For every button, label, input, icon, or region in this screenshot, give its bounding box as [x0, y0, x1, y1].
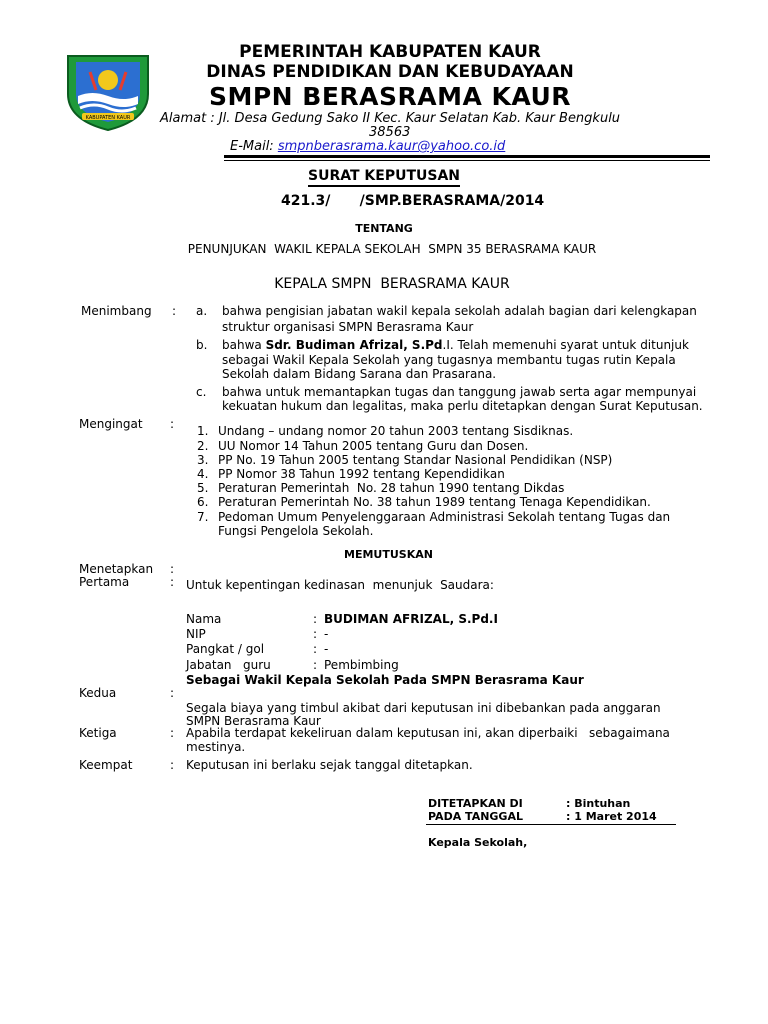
keempat-label: Keempat — [79, 758, 133, 772]
shield-emblem-icon — [64, 50, 152, 132]
list-item: Peraturan Pemerintah No. 38 tahun 1989 tentang Tenaga Kependidikan. — [218, 495, 651, 509]
list-number: 2. — [197, 439, 209, 453]
sign-date-value: : 1 Maret 2014 — [566, 810, 657, 823]
email-label: E-Mail: — [230, 139, 278, 154]
kedua-colon: : — [170, 686, 175, 700]
list-item-b-line1 — [222, 338, 689, 352]
field-value-name: BUDIMAN AFRIZAL, S.Pd.I — [324, 612, 498, 626]
menimbang-colon: : — [172, 304, 177, 318]
letterhead-rule-thin — [224, 160, 710, 161]
mengingat-colon: : — [170, 417, 175, 431]
ketiga-colon: : — [170, 726, 175, 740]
pertama-label: Pertama — [79, 575, 130, 589]
list-number: 1. — [197, 424, 209, 438]
field-sep: : — [313, 658, 318, 672]
kedua-label: Kedua — [79, 686, 117, 700]
field-label: Jabatan guru — [186, 658, 271, 672]
text-span: bahwa — [222, 338, 266, 352]
doc-authority: KEPALA SMPN BERASRAMA KAUR — [274, 276, 510, 292]
list-item-a-line1: bahwa pengisian jabatan wakil kepala sekolah adalah bagian dari kelengkapan — [222, 304, 697, 318]
kedua-text-line1: Segala biaya yang timbul akibat dari keputusan ini dibebankan pada anggaran — [186, 701, 661, 715]
gov-name: PEMERINTAH KABUPATEN KAUR — [239, 42, 541, 62]
ketiga-text-line2: mestinya. — [186, 740, 246, 754]
tentang-heading: TENTANG — [355, 222, 413, 235]
ketiga-label: Ketiga — [79, 726, 117, 740]
pertama-colon: : — [170, 575, 175, 589]
list-number: 5. — [197, 481, 209, 495]
list-item: Undang – undang nomor 20 tahun 2003 tentang Sisdiknas. — [218, 424, 574, 438]
signatory-title: Kepala Sekolah, — [428, 836, 528, 849]
field-sep: : — [313, 627, 318, 641]
pertama-text: Untuk kepentingan kedinasan menunjuk Saudara: — [186, 578, 494, 592]
list-marker: b. — [196, 338, 208, 352]
field-value: - — [324, 627, 329, 641]
list-item-c-line2: kekuatan hukum dan legalitas, maka perlu ditetapkan dengan Surat Keputusan. — [222, 399, 703, 413]
field-label: NIP — [186, 627, 206, 641]
doc-title-text: SURAT KEPUTUSAN — [308, 168, 460, 187]
list-item: PP Nomor 38 Tahun 1992 tentang Kependidikan — [218, 467, 505, 481]
list-item-a-line2: struktur organisasi SMPN Berasrama Kaur — [222, 320, 474, 334]
list-number: 6. — [197, 495, 209, 509]
letterhead-rule-thick — [224, 155, 710, 158]
dept-name: DINAS PENDIDIKAN DAN KEBUDAYAAN — [206, 62, 574, 82]
signature-rule — [426, 824, 676, 825]
text-span: .I. Telah memenuhi syarat untuk ditunjuk — [442, 338, 689, 352]
list-number: 7. — [197, 510, 209, 524]
sign-place-label: DITETAPKAN DI — [428, 797, 523, 810]
field-value: - — [324, 642, 329, 656]
list-number: 3. — [197, 453, 209, 467]
list-item: Peraturan Pemerintah No. 28 tahun 1990 tentang Dikdas — [218, 481, 565, 495]
list-item-c-line1: bahwa untuk memantapkan tugas dan tanggung jawab serta agar mempunyai — [222, 385, 697, 399]
field-sep: : — [313, 642, 318, 656]
ketiga-text-line1: Apabila terdapat kekeliruan dalam keputusan ini, akan diperbaiki sebagaimana — [186, 726, 670, 740]
sign-date-label: PADA TANGGAL — [428, 810, 523, 823]
keempat-text: Keputusan ini berlaku sejak tanggal ditetapkan. — [186, 758, 473, 772]
doc-title — [0, 168, 768, 184]
sign-place-value: : Bintuhan — [566, 797, 631, 810]
appointment-text: Sebagai Wakil Kepala Sekolah Pada SMPN Berasrama Kaur — [186, 673, 584, 687]
field-value: Pembimbing — [324, 658, 399, 672]
list-item: UU Nomor 14 Tahun 2005 tentang Guru dan Dosen. — [218, 439, 529, 453]
field-sep: : — [313, 612, 318, 626]
list-item-cont: Fungsi Pengelola Sekolah. — [218, 524, 374, 538]
kedua-text-line2: SMPN Berasrama Kaur — [186, 714, 321, 728]
regency-logo — [64, 50, 152, 132]
doc-subject: PENUNJUKAN WAKIL KEPALA SEKOLAH SMPN 35 BERASRAMA KAUR — [187, 242, 597, 256]
field-label: Pangkat / gol — [186, 642, 265, 656]
address-line: Alamat : Jl. Desa Gedung Sako II Kec. Kaur Selatan Kab. Kaur Bengkulu — [160, 111, 621, 126]
svg-text:KABUPATEN KAUR: KABUPATEN KAUR — [85, 115, 131, 121]
list-item: PP No. 19 Tahun 2005 tentang Standar Nasional Pendidikan (NSP) — [218, 453, 613, 467]
list-number: 4. — [197, 467, 209, 481]
menetapkan-label: Menetapkan — [79, 562, 154, 576]
address-postcode: 38563 — [369, 125, 411, 140]
list-marker: c. — [196, 385, 207, 399]
person-name: Sdr. Budiman Afrizal, S.Pd — [265, 338, 443, 352]
mengingat-label: Mengingat — [79, 417, 143, 431]
list-item: Pedoman Umum Penyelenggaraan Administrasi Sekolah tentang Tugas dan — [218, 510, 671, 524]
keempat-colon: : — [170, 758, 175, 772]
doc-number: 421.3/ /SMP.BERASRAMA/2014 — [281, 193, 545, 209]
school-name: SMPN BERASRAMA KAUR — [208, 82, 572, 111]
menetapkan-colon: : — [170, 562, 175, 576]
list-item-b-line2: sebagai Wakil Kepala Sekolah yang tugasnya membantu tugas rutin Kepala — [222, 353, 676, 367]
list-marker: a. — [196, 304, 208, 318]
field-label: Nama — [186, 612, 222, 626]
menimbang-label: Menimbang — [81, 304, 152, 318]
email-line — [230, 139, 505, 154]
email-link[interactable]: smpnberasrama.kaur@yahoo.co.id — [277, 139, 506, 154]
list-item-b-line3: Sekolah dalam Bidang Sarana dan Prasarana. — [222, 367, 497, 381]
memutuskan-heading: MEMUTUSKAN — [344, 548, 433, 561]
